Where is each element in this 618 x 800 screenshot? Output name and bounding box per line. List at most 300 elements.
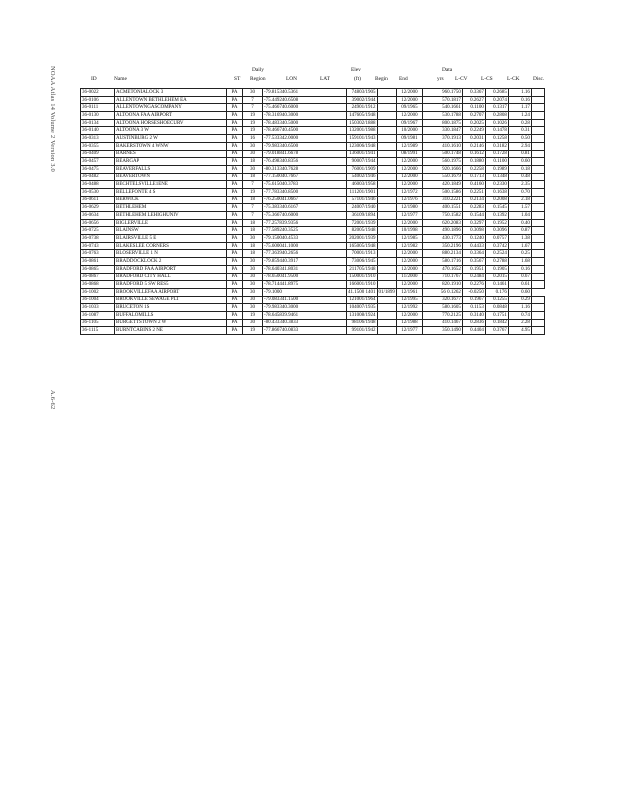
cell-id: 36-0140 [81, 127, 115, 135]
cell-st: PA [227, 165, 243, 173]
table-header [72, 65, 545, 87]
cell-id: 36-0130 [81, 112, 115, 120]
cell-st: PA [227, 304, 243, 312]
cell-region: 30 [243, 288, 263, 296]
cell-lonlat: -79.018841.6678 [263, 150, 347, 158]
cell-begin [377, 89, 396, 97]
cell-st: PA [227, 127, 243, 135]
cell-id: 36-0488 [81, 181, 115, 189]
cell-yrs: 710.1767 [422, 273, 462, 281]
cell-begin [377, 212, 396, 220]
cell-lonlat: -79.859440.3917 [263, 258, 347, 266]
cell-lcv: 0.3098 [462, 227, 485, 235]
cell-begin [377, 273, 396, 281]
cell-yrs: 540.1661 [422, 104, 462, 112]
cell-st: PA [227, 212, 243, 220]
cell-lcs: 0.1905 [485, 265, 508, 273]
cell-yrs: 800.1875 [422, 119, 462, 127]
cell-lcv: 0.2283 [462, 204, 485, 212]
header-st: ST [234, 76, 241, 82]
cell-elev: 46003/1958 [347, 181, 378, 189]
table-row [81, 304, 545, 312]
cell-end: 10/2000 [396, 127, 422, 135]
cell-elev: 72001/1939 [347, 219, 378, 227]
cell-elev: 166001/1910 [347, 281, 378, 289]
cell-lonlat: -75.466740.6000 [263, 104, 347, 112]
cell-lcv: 0.4433 [462, 242, 485, 250]
cell-begin [377, 127, 396, 135]
cell-disc [531, 311, 544, 319]
cell-region: 30 [243, 258, 263, 266]
cell-begin [377, 304, 396, 312]
cell-end: 09/1967 [396, 119, 422, 127]
cell-lcv: 0.3367 [462, 89, 485, 97]
cell-lck: 0.28 [508, 119, 531, 127]
cell-st: PA [227, 327, 243, 335]
cell-st: PA [227, 227, 243, 235]
cell-elev: 147605/1948 [347, 112, 378, 120]
cell-lcs: 0.1545 [485, 204, 508, 212]
cell-name: BETHLEHEM LEHIGHUNIV [115, 212, 227, 220]
header-begin: Begin [375, 76, 388, 82]
cell-lcv: 0.1240 [462, 235, 485, 243]
table-row [81, 104, 545, 112]
table-row [81, 196, 545, 204]
table-row [81, 142, 545, 150]
cell-st: PA [227, 319, 243, 327]
table-row [81, 296, 545, 304]
cell-lonlat: -79.150040.4533 [263, 235, 347, 243]
cell-lcv: 0.2258 [462, 165, 485, 173]
cell-st: PA [227, 119, 243, 127]
cell-region: 30 [243, 89, 263, 97]
cell-lonlat: -77.533342.0000 [263, 135, 347, 143]
cell-lcs: 0.1100 [485, 158, 508, 166]
cell-st: PA [227, 296, 243, 304]
cell-begin [377, 196, 396, 204]
cell-st: PA [227, 96, 243, 104]
cell-lonlat: -77.150040.7667 [263, 173, 347, 181]
cell-end: 12/2000 [396, 165, 422, 173]
cell-lonlat: -79.815340.5361 [263, 89, 347, 97]
cell-lonlat: -77.866740.0833 [263, 327, 347, 335]
cell-id: 36-0867 [81, 273, 115, 281]
cell-region: 30 [243, 235, 263, 243]
cell-lcv: 0.2276 [462, 281, 485, 289]
cell-lck: 2.18 [508, 196, 531, 204]
cell-lcs: 0.1317 [485, 104, 508, 112]
cell-name: ALTOONA 3 W [115, 127, 227, 135]
cell-end: 12/1988 [396, 319, 422, 327]
cell-st: PA [227, 196, 243, 204]
cell-end: 12/2000 [396, 181, 422, 189]
cell-id: 36-0738 [81, 235, 115, 243]
cell-lcs: 0.176 [485, 288, 508, 296]
cell-disc [531, 219, 544, 227]
header-elev: Elev [351, 67, 361, 73]
cell-begin [377, 96, 396, 104]
header-lck: L-CK [507, 76, 520, 82]
cell-end: 12/1985 [396, 235, 422, 243]
cell-begin [377, 181, 396, 189]
cell-end: 12/2000 [396, 258, 422, 266]
cell-yrs: 560.1975 [422, 158, 462, 166]
station-table [80, 88, 545, 335]
cell-lcs: 0.0848 [485, 304, 508, 312]
cell-begin [377, 173, 396, 181]
cell-st: PA [227, 89, 243, 97]
cell-name: BROOKVILLEFAA AIRPORT [115, 288, 227, 296]
cell-lcs: 0.1989 [485, 165, 508, 173]
cell-lcs: 0.2330 [485, 181, 508, 189]
cell-end: 12/1977 [396, 212, 422, 220]
cell-lck: 2.35 [508, 181, 531, 189]
cell-name: BURNTCABINS 2 NE [115, 327, 227, 335]
cell-st: PA [227, 173, 243, 181]
table-row [81, 327, 545, 335]
station-rows [81, 89, 545, 335]
cell-name: BROOKVILLE SEWAGE PLT [115, 296, 227, 304]
cell-lcv: 0.2836 [462, 319, 485, 327]
cell-st: PA [227, 135, 243, 143]
cell-lck: 0.74 [508, 311, 531, 319]
cell-lcv: 0.1967 [462, 296, 485, 304]
cell-elev: 90007/1944 [347, 158, 378, 166]
cell-region: 7 [243, 212, 263, 220]
cell-disc [531, 319, 544, 327]
cell-lcs: 0.1348 [485, 173, 508, 181]
table-row [81, 273, 545, 281]
cell-region: 30 [243, 273, 263, 281]
table-row [81, 319, 545, 327]
cell-name: BLOSERVILLE 1 N [115, 250, 227, 258]
cell-region: 7 [243, 96, 263, 104]
cell-name: BEARGAP [115, 158, 227, 166]
cell-lcs: 0.2788 [485, 258, 508, 266]
header-end: End [399, 76, 408, 82]
cell-elev: 136001/1941 [347, 150, 378, 158]
cell-yrs: 500.1586 [422, 188, 462, 196]
table-row [81, 135, 545, 143]
cell-name: BLAIRSVILLE 5 E [115, 235, 227, 243]
cell-end: 09/1965 [396, 104, 422, 112]
cell-elev: 82005/1948 [347, 227, 378, 235]
cell-id: 36-0475 [81, 165, 115, 173]
cell-disc [531, 181, 544, 189]
cell-yrs: 550.1679 [422, 173, 462, 181]
cell-lcv: -0.0250 [462, 288, 485, 296]
cell-end: 12/2000 [396, 265, 422, 273]
cell-yrs: 410.1610 [422, 142, 462, 150]
cell-lonlat: -77.783340.8500 [263, 188, 347, 196]
cell-end: 12/2000 [396, 89, 422, 97]
table-row [81, 181, 545, 189]
cell-name: ALTOONA HORSESHOECURV [115, 119, 227, 127]
cell-region: 19 [243, 188, 263, 196]
cell-st: PA [227, 188, 243, 196]
cell-lcv: 0.3140 [462, 311, 485, 319]
cell-st: PA [227, 104, 243, 112]
cell-lcs: 0.1255 [485, 296, 508, 304]
cell-id: 36-0763 [81, 250, 115, 258]
cell-region: 19 [243, 311, 263, 319]
cell-lonlat: -77.257839.9356 [263, 219, 347, 227]
cell-lck: 1.16 [508, 89, 531, 97]
cell-name: BRADFORD CITY HALL [115, 273, 227, 281]
cell-st: PA [227, 265, 243, 273]
cell-yrs: 430.1773 [422, 235, 462, 243]
cell-end: 12/1982 [396, 242, 422, 250]
header-name: Name [114, 76, 127, 82]
cell-region: 18 [243, 158, 263, 166]
cell-id: 36-1002 [81, 288, 115, 296]
cell-disc [531, 281, 544, 289]
cell-elev: 36109/1894 [347, 212, 378, 220]
cell-name: BEAVERFALLS [115, 165, 227, 173]
cell-st: PA [227, 142, 243, 150]
cell-id: 36-0111 [81, 104, 115, 112]
table-row [81, 89, 545, 97]
cell-name: BUFFALOMILLS [115, 311, 227, 319]
cell-lcs: 0.1638 [485, 188, 508, 196]
cell-id: 36-0629 [81, 204, 115, 212]
cell-lck: 0.60 [508, 288, 531, 296]
cell-id: 36-0457 [81, 158, 115, 166]
cell-yrs: 350.2196 [422, 242, 462, 250]
cell-region: 30 [243, 150, 263, 158]
cell-name: BELLEFONTE 4 S [115, 188, 227, 196]
cell-lck: 0.70 [508, 188, 531, 196]
cell-id: 36-0868 [81, 281, 115, 289]
cell-begin [377, 158, 396, 166]
cell-lcv: 0.4160 [462, 181, 485, 189]
cell-lonlat: -80.313340.7628 [263, 165, 347, 173]
table-row [81, 112, 545, 120]
cell-yrs: 420.1849 [422, 181, 462, 189]
cell-begin [377, 281, 396, 289]
cell-elev: 211705/1948 [347, 265, 378, 273]
cell-lck: 0.16 [508, 96, 531, 104]
table-row [81, 219, 545, 227]
cell-lcs: 0.3742 [485, 242, 508, 250]
cell-begin [377, 165, 396, 173]
cell-disc [531, 327, 544, 335]
cell-elev: 150302/1888 [347, 119, 378, 127]
table-row [81, 311, 545, 319]
cell-st: PA [227, 150, 243, 158]
page-number: A.6-62 [49, 390, 56, 410]
cell-region: 19 [243, 119, 263, 127]
cell-yrs: 320.1677 [422, 296, 462, 304]
cell-id: 36-1033 [81, 304, 115, 312]
cell-lcv: 0.3297 [462, 219, 485, 227]
cell-lck: 0.48 [508, 173, 531, 181]
cell-lcs: 0.3767 [485, 327, 508, 335]
cell-lcs: 0.1392 [485, 212, 508, 220]
cell-name: BRADFORD FAA AIRPORT [115, 265, 227, 273]
cell-elev: 123006/1948 [347, 142, 378, 150]
cell-lcs: 0.3096 [485, 227, 508, 235]
cell-st: PA [227, 242, 243, 250]
cell-begin [377, 219, 396, 227]
cell-begin [377, 142, 396, 150]
cell-yrs: 530.1788 [422, 112, 462, 120]
cell-name: ACMETONIALOCK 3 [115, 89, 227, 97]
cell-lck: 1.68 [508, 258, 531, 266]
header-id: ID [91, 76, 97, 82]
cell-lonlat: -78.640341.8031 [263, 265, 347, 273]
cell-disc [531, 119, 544, 127]
cell-lcv: 0.2707 [462, 112, 485, 120]
cell-yrs: 56 0.1262 [422, 288, 462, 296]
cell-elev: 76001/1909 [347, 165, 378, 173]
cell-elev: 99101/1942 [347, 327, 378, 335]
cell-id: 36-0865 [81, 265, 115, 273]
cell-begin [377, 188, 396, 196]
table-row [81, 235, 545, 243]
cell-id: 36-0313 [81, 135, 115, 143]
header-lcs: L-CS [481, 76, 493, 82]
cell-lonlat: -78.483340.5000 [263, 119, 347, 127]
cell-begin [377, 319, 396, 327]
cell-elev: 24007/1940 [347, 204, 378, 212]
cell-lck: 0.31 [508, 127, 531, 135]
cell-end: 12/2000 [396, 281, 422, 289]
table-row [81, 265, 545, 273]
cell-disc [531, 227, 544, 235]
cell-disc [531, 258, 544, 266]
cell-elev: 165005/1948 [347, 242, 378, 250]
cell-lcs: 0.1258 [485, 135, 508, 143]
cell-end: 12/2000 [396, 219, 422, 227]
cell-region: 19 [243, 327, 263, 335]
cell-begin [377, 258, 396, 266]
cell-lonlat: -75.615040.3783 [263, 181, 347, 189]
header-lat: LAT [320, 76, 330, 82]
cell-disc [531, 173, 544, 181]
cell-yrs: 960.1750 [422, 89, 462, 97]
cell-name: ALLENTOWNGASCOMPANY [115, 104, 227, 112]
cell-name: BERWICK [115, 196, 227, 204]
cell-lonlat: -77.589240.3525 [263, 227, 347, 235]
table-row [81, 281, 545, 289]
cell-lck: 0.25 [508, 250, 531, 258]
cell-st: PA [227, 112, 243, 120]
cell-id: 36-0355 [81, 142, 115, 150]
cell-disc [531, 135, 544, 143]
cell-st: PA [227, 311, 243, 319]
cell-name: BETHLEHEM [115, 204, 227, 212]
cell-elev: 132001/1988 [347, 127, 378, 135]
cell-lcs: 0.2015 [485, 273, 508, 281]
cell-end: 12/1980 [396, 204, 422, 212]
cell-yrs: 880.2134 [422, 250, 462, 258]
cell-begin [377, 119, 396, 127]
cell-lcv: 0.1153 [462, 304, 485, 312]
cell-elev: 150001/1910 [347, 273, 378, 281]
cell-lck: 2.28 [508, 319, 531, 327]
cell-end: 12/1972 [396, 188, 422, 196]
cell-lck: 0.67 [508, 273, 531, 281]
cell-st: PA [227, 235, 243, 243]
cell-name: BLAINSW [115, 227, 227, 235]
cell-region: 30 [243, 296, 263, 304]
cell-disc [531, 204, 544, 212]
cell-elev: 98106/1948 [347, 319, 378, 327]
cell-yrs: 580.1605 [422, 304, 462, 312]
cell-yrs: 330.1847 [422, 127, 462, 135]
cell-disc [531, 212, 544, 220]
cell-end: 12/2000 [396, 96, 422, 104]
cell-yrs: 410.1467 [422, 319, 462, 327]
cell-end: 10/1998 [396, 227, 422, 235]
cell-lonlat: -79.983340.3000 [263, 304, 347, 312]
cell-disc [531, 127, 544, 135]
cell-disc [531, 273, 544, 281]
cell-end: 12/2000 [396, 250, 422, 258]
cell-lcv: 0.1880 [462, 158, 485, 166]
cell-region: 18 [243, 242, 263, 250]
cell-yrs: 920.1666 [422, 165, 462, 173]
cell-begin [377, 265, 396, 273]
cell-disc [531, 104, 544, 112]
cell-lonlat: -77.363940.2656 [263, 250, 347, 258]
cell-lcv: 0.2251 [462, 188, 485, 196]
cell-region: 18 [243, 219, 263, 227]
cell-lonlat: -75.449240.6508 [263, 96, 347, 104]
cell-id: 36-0725 [81, 227, 115, 235]
table-row [81, 119, 545, 127]
cell-st: PA [227, 219, 243, 227]
cell-name: BLAKESLEE CORNERS [115, 242, 227, 250]
cell-st: PA [227, 250, 243, 258]
cell-lonlat: -76.250041.0667 [263, 196, 347, 204]
table-row [81, 204, 545, 212]
cell-elev: 104007/1935 [347, 304, 378, 312]
table-row [81, 188, 545, 196]
cell-lcs: 0.2074 [485, 96, 508, 104]
cell-id: 36-0634 [81, 212, 115, 220]
cell-lonlat: -80.433340.3833 [263, 319, 347, 327]
cell-id: 36-1115 [81, 327, 115, 335]
cell-lck: 0.29 [508, 296, 531, 304]
cell-begin [377, 104, 396, 112]
cell-elev: 70001/1913 [347, 250, 378, 258]
cell-region: 19 [243, 127, 263, 135]
cell-yrs: 620.2083 [422, 219, 462, 227]
cell-name: BARNES [115, 150, 227, 158]
table-row [81, 242, 545, 250]
cell-elev: 202001/1939 [347, 235, 378, 243]
cell-region: 18 [243, 227, 263, 235]
cell-disc [531, 304, 544, 312]
cell-lck: 0.61 [508, 281, 531, 289]
cell-end: 12/1995 [396, 296, 422, 304]
cell-begin [377, 204, 396, 212]
cell-lck: 1.38 [508, 235, 531, 243]
cell-name: BECHTELSVILLE1ENE [115, 181, 227, 189]
cell-lonlat: -78.316940.3000 [263, 112, 347, 120]
table-row [81, 288, 545, 296]
cell-lck: 4.95 [508, 327, 531, 335]
cell-id: 36-0482 [81, 173, 115, 181]
cell-disc [531, 158, 544, 166]
cell-st: PA [227, 288, 243, 296]
header-daily: Daily [252, 67, 264, 73]
cell-st: PA [227, 181, 243, 189]
cell-lcs: 0.1728 [485, 150, 508, 158]
cell-yrs: 490.1896 [422, 227, 462, 235]
